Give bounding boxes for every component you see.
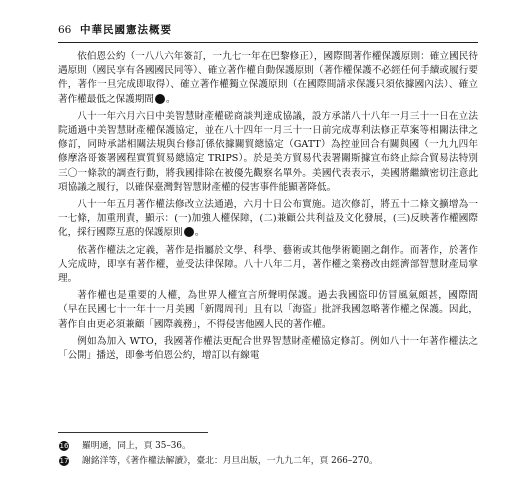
paragraph-text: 著作權也是重要的人權，為世界人權宣言所聲明保護。過去我國盜印仿冒風氣頗甚，國際間（早在民國七十一年十一月美國「新聞周刊」且有以「海盜」批評我國忽略著作權之保護。因此，著作自由更必須兼顧「國際義務」，不得侵害他國人民的著作權。 [58,290,478,330]
paragraph-text: 。 [194,227,205,239]
paragraph-text: 依伯恩公約（一八八六年簽訂，一九七一年在巴黎修正），國際間著作權保護原則：確立國民待遇原則（國民享有各國國民同等）、確立著作權自動保護原則（著作權保護不必經任何手續或履行要件，著作一旦完成即取得）、確立著作權獨立保護原則（在國際間請求保護只須依據國內法）、確立著作權最低之保護期間 [58,51,478,105]
footnote [58,454,478,469]
footnote-text: 謝銘洋等，《著作權法解讀》，臺北：月旦出版，一九九二年，頁 266–270。 [82,456,378,466]
paragraph-text: 依著作權法之定義，著作是指屬於文學、科學、藝術或其他學術範圍之創作。而著作，於著作人完成時，即享有著作權，並受法律保障。八十八年二月，著作權之業務改由經濟部智慧財產局掌理。 [58,244,478,285]
footnote-marker: 16 [59,442,69,450]
footnote-rule [58,432,208,433]
paragraph [58,244,478,287]
footnote [58,439,478,454]
running-header [58,21,478,39]
running-title: 中華民國憲法概要 [80,24,172,36]
paragraph [58,110,478,195]
footnotes [58,439,478,469]
paragraph-text: 例如為加入 WTO，我國著作權法更配合世界智慧財產權協定修訂。例如八十一年著作權法之「公開」播送，即參考伯恩公約，增訂以有線電 [58,335,478,362]
paragraph [58,198,478,241]
footnote-reference[interactable]: 16 [155,94,165,104]
paragraph-text: 。 [165,93,176,105]
page-number: 66 [58,24,72,36]
paragraph [58,289,478,332]
body-text [58,50,478,366]
header-rule [58,42,478,43]
footnote-text: 羅明通，同上，頁 35–36。 [82,441,191,451]
footnote-reference[interactable]: 17 [184,227,194,237]
paragraph [58,335,478,363]
paragraph [58,50,478,107]
paragraph-text: 八十一年五月著作權法修改立法通過，六月十日公布實施。這次修訂，將五十二條文擴增為一一七條，加重刑責，顯示：(一)加強人權保障，(二)兼顧公共利益及文化發展，(三)反映著作權國際化，採行國際互惠的保護原則 [58,199,478,239]
paragraph-text: 八十一年六月六日中美智慧財產權磋商談判達成協議，設方承諾八十八年一月三十一日在立法院通過中美智慧財產權保護協定，並在八十四年一月三十一日前完成專利法修正草案等相關法律之修訂，同時承諾相關法規與台修訂係依據關貿總協定（GATT）為控並回合有關與國（一九九四年修摩洛哥簽署國程實質貿易總協定 TRIPS）。於是美方貿易代表署關斯據宣布終止綜合貿易法特別三〇一條款的調查行動，將我國排除在被優先觀察名單外。美國代表表示，美國將繼續密切注意此項協議之履行，以確保臺灣對智慧財產權的侵害事件能顯著降低。 [58,110,478,193]
footnote-marker: 17 [59,457,69,465]
